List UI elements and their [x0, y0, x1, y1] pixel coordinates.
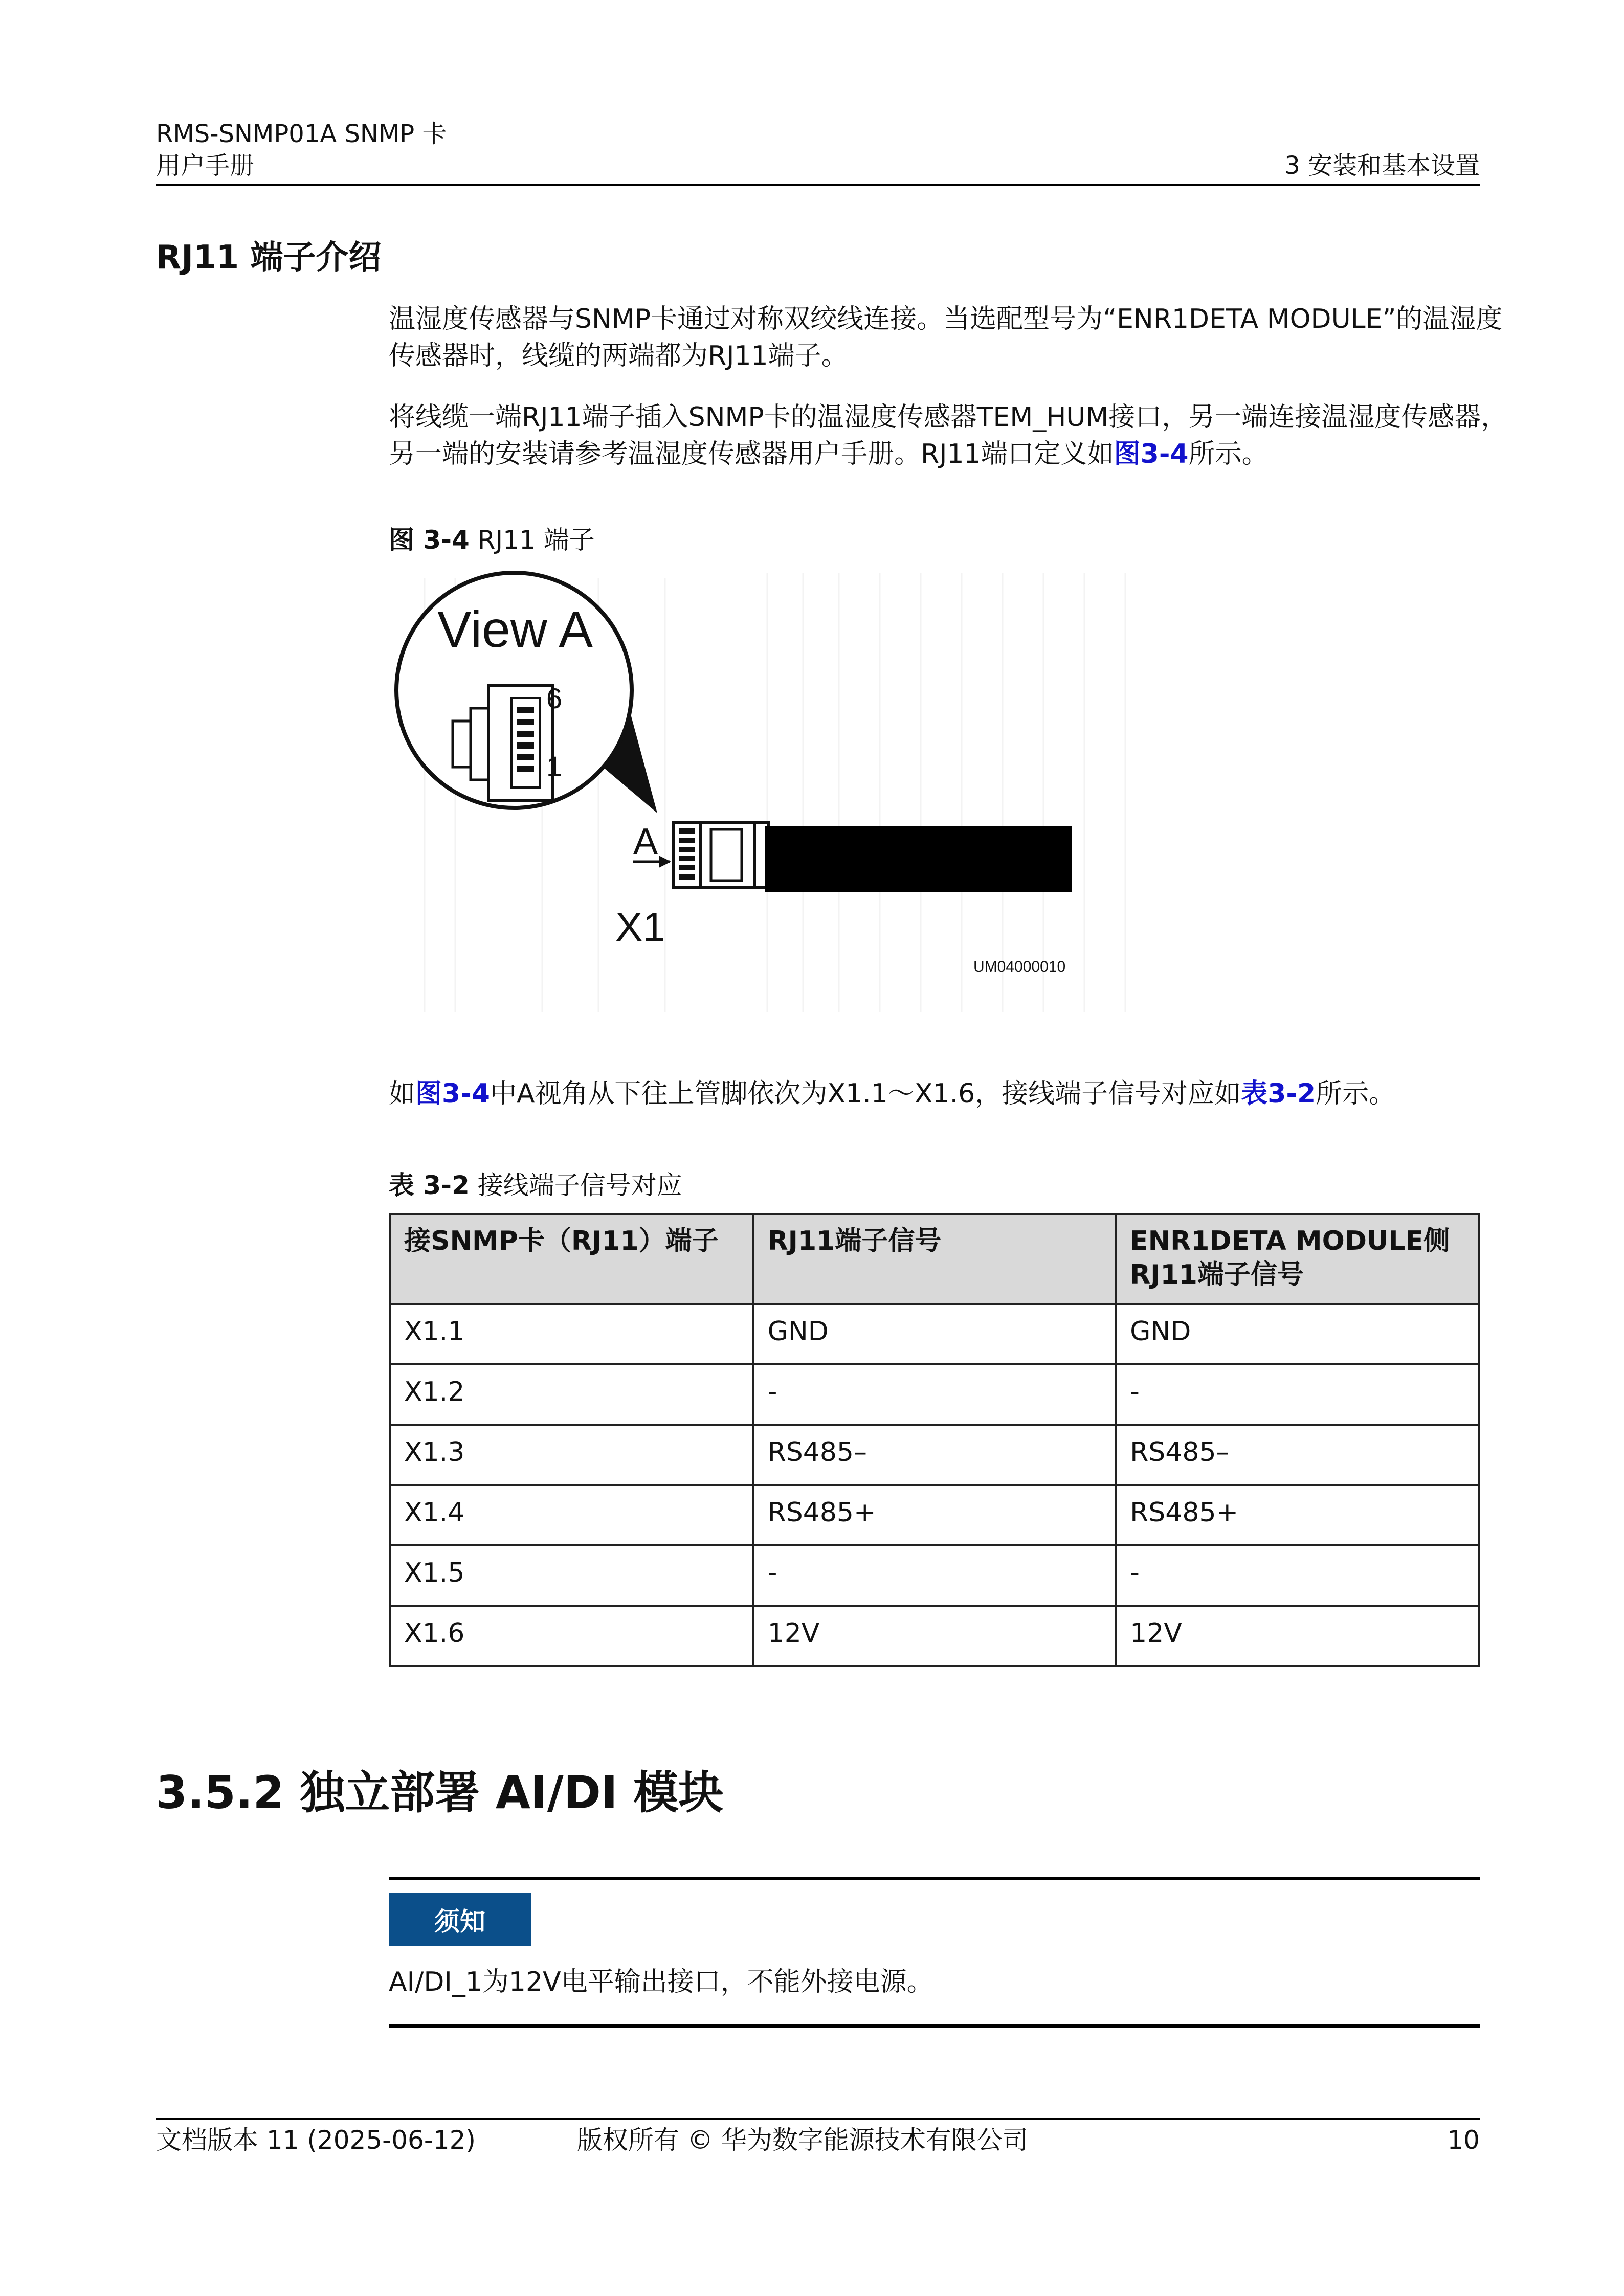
table-cell: 12V [1116, 1606, 1479, 1666]
figure-3-4-link[interactable]: 图3-4 [1114, 439, 1189, 469]
table-cell: RS485+ [753, 1485, 1116, 1545]
paragraph-3-text-1: 如 [389, 1078, 416, 1109]
rj11-plug [673, 822, 769, 888]
table-cell: X1.2 [390, 1364, 753, 1425]
table-row [390, 1425, 1479, 1485]
paragraph-3-text-3: 所示。 [1316, 1078, 1396, 1109]
signal-table [389, 1213, 1480, 1667]
table-cell: X1.1 [390, 1304, 753, 1364]
paragraph-2-text: 将线缆一端RJ11端子插入SNMP卡的温湿度传感器TEM_HUM接口，另一端连接温湿度传感器，另一端的安装请参考温湿度传感器用户手册。RJ11端口定义如 [389, 402, 1508, 469]
footer-page-number: 10 [1447, 2125, 1480, 2155]
table-row [390, 1485, 1479, 1545]
table-cell: RS485– [1116, 1425, 1479, 1485]
notice-bottom-rule [389, 2024, 1480, 2028]
table-caption [389, 1165, 682, 1202]
table-cell: - [753, 1364, 1116, 1425]
header-product: RMS-SNMP01A SNMP 卡 [156, 120, 447, 148]
table-3-2-link[interactable]: 表3-2 [1241, 1078, 1316, 1109]
arrow-label: A [633, 821, 658, 862]
table-cell: - [1116, 1545, 1479, 1606]
paragraph-2 [389, 399, 1514, 472]
table-row [390, 1364, 1479, 1425]
paragraph-1: 温湿度传感器与SNMP卡通过对称双绞线连接。当选配型号为“ENR1DETA MODULE”的温湿度传感器时，线缆的两端都为RJ11端子。 [389, 304, 1503, 371]
table-cell: 12V [753, 1606, 1116, 1666]
table-header-row [390, 1214, 1479, 1304]
table-cell: X1.3 [390, 1425, 753, 1485]
table-cell: GND [1116, 1304, 1479, 1364]
header-doc-type: 用户手册 [156, 151, 255, 180]
table-cell: X1.4 [390, 1485, 753, 1545]
header-chapter: 3 安装和基本设置 [1284, 151, 1480, 180]
table-header-cell: RJ11端子信号 [753, 1214, 1116, 1304]
paragraph-3-text-2: 中A视角从下往上管脚依次为X1.1～X1.6，接线端子信号对应如 [490, 1078, 1241, 1109]
connector-label: X1 [615, 904, 665, 950]
pin-1-label: 1 [546, 750, 563, 782]
table-row [390, 1545, 1479, 1606]
notice-text: AI/DI_1为12V电平输出接口，不能外接电源。 [389, 1967, 933, 1997]
table-caption-text: 接线端子信号对应 [477, 1170, 682, 1200]
pin-6-label: 6 [546, 682, 563, 714]
notice-top-rule [389, 1877, 1480, 1880]
header-rule [156, 184, 1480, 186]
table-header-cell: 接SNMP卡（RJ11）端子 [390, 1214, 753, 1304]
footer-rule [156, 2118, 1480, 2120]
table-caption-number: 表 3-2 [389, 1170, 470, 1200]
table-cell: X1.5 [390, 1545, 753, 1606]
figure-caption-text: RJ11 端子 [477, 525, 595, 555]
table-row [390, 1606, 1479, 1666]
table-cell: - [753, 1545, 1116, 1606]
view-a-label: View A [437, 601, 593, 658]
rj11-figure [379, 562, 1228, 1023]
footer-version: 文档版本 11 (2025-06-12) [156, 2125, 476, 2155]
table-cell: GND [753, 1304, 1116, 1364]
figure-caption-number: 图 3-4 [389, 525, 470, 555]
table-cell: X1.6 [390, 1606, 753, 1666]
section-title-rj11: RJ11 端子介绍 [156, 239, 382, 277]
figure-3-4-link-2[interactable]: 图3-4 [415, 1078, 490, 1109]
paragraph-2-suffix: 所示。 [1188, 439, 1269, 469]
footer-copyright: 版权所有 © 华为数字能源技术有限公司 [577, 2125, 1028, 2155]
figure-caption [389, 520, 595, 556]
table-cell: RS485+ [1116, 1485, 1479, 1545]
section-title-aidi: 3.5.2 独立部署 AI/DI 模块 [156, 1766, 724, 1819]
paragraph-3 [389, 1075, 1514, 1112]
table-cell: - [1116, 1364, 1479, 1425]
table-cell: RS485– [753, 1425, 1116, 1485]
table-header-cell: ENR1DETA MODULE侧RJ11端子信号 [1116, 1214, 1479, 1304]
table-row [390, 1304, 1479, 1364]
cable [765, 826, 1072, 892]
figure-code: UM04000010 [973, 958, 1066, 975]
notice-badge: 须知 [389, 1893, 531, 1946]
